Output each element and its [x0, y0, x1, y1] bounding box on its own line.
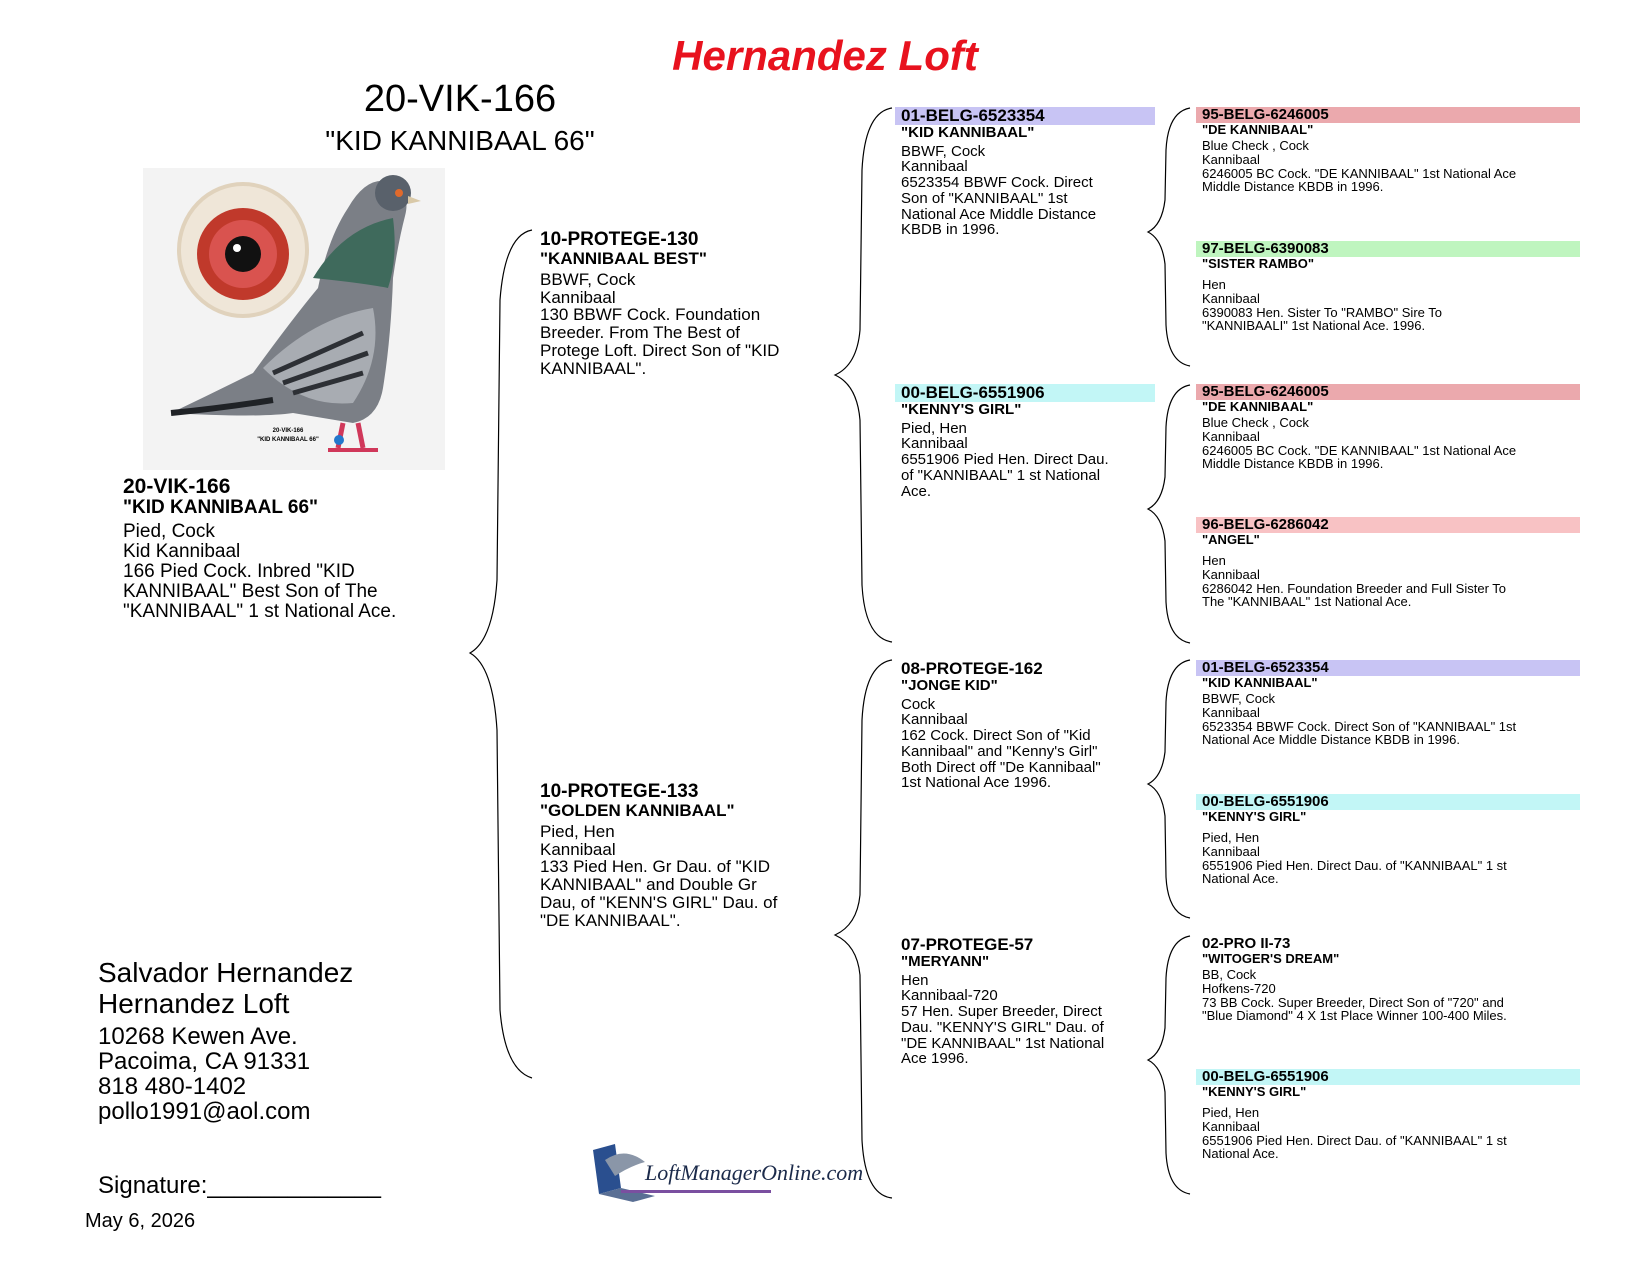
bird-name: "SISTER RAMBO" — [1202, 255, 1314, 271]
bird-line: 6551906 Pied Hen. Direct Dau. of "KANNIBAAL" 1 st — [1202, 857, 1507, 873]
owner-address2: Pacoima, CA 91331 — [98, 1047, 311, 1075]
bird-name: "GOLDEN KANNIBAAL" — [540, 800, 735, 820]
bird-line: Hofkens-720 — [1202, 981, 1276, 997]
bracket-gen1 — [470, 230, 532, 1078]
bird-line: Kannibaal — [901, 435, 968, 453]
pedigree-gen4-8 — [1196, 1069, 1580, 1161]
logo-text: LoftManagerOnline.com — [645, 1160, 864, 1185]
bird-line: BB, Cock — [1202, 967, 1257, 983]
bird-line: KANNIBAAL" and Double Gr — [540, 875, 757, 895]
bird-line: Hen — [901, 971, 929, 989]
bird-band: 97-BELG-6390083 — [1196, 241, 1580, 257]
bird-band: 00-BELG-6551906 — [895, 384, 1155, 402]
bird-line: National Ace. — [1202, 1146, 1279, 1162]
signature-line: Signature:_____________ — [98, 1172, 381, 1199]
bird-line: "KANNIBAALI" 1st National Ace. 1996. — [1202, 318, 1426, 334]
bird-line: Kid Kannibaal — [123, 540, 241, 562]
owner-loft: Hernandez Loft — [98, 987, 290, 1019]
bird-band: 07-PROTEGE-57 — [901, 935, 1034, 954]
owner-email: pollo1991@aol.com — [98, 1098, 311, 1126]
bird-line: National Ace Middle Distance — [901, 205, 1097, 223]
bird-line: 73 BB Cock. Super Breeder, Direct Son of "720" and — [1202, 994, 1504, 1010]
bird-line: Breeder. From The Best of — [540, 323, 740, 343]
photo-caption-name: "KID KANNIBAAL 66" — [257, 437, 319, 443]
bird-line: Kannibaal — [901, 711, 968, 729]
bird-band: 00-BELG-6551906 — [1196, 794, 1580, 810]
bird-line: Son of "KANNIBAAL" 1st — [901, 189, 1068, 207]
bird-name: "KID KANNIBAAL" — [901, 123, 1035, 141]
bird-name: "KID KANNIBAAL 66" — [123, 497, 319, 519]
bird-band: 95-BELG-6246005 — [1196, 384, 1580, 400]
bird-line: Pied, Hen — [1202, 830, 1260, 846]
bird-line: Kannibaal — [540, 287, 616, 307]
bird-line: Hen — [1202, 553, 1226, 569]
bird-line: 57 Hen. Super Breeder, Direct — [901, 1003, 1102, 1021]
owner-address1: 10268 Kewen Ave. — [98, 1022, 298, 1050]
pedigree-dam — [540, 782, 820, 930]
bird-name: "ANGEL" — [1202, 531, 1260, 547]
pedigree-gen4-2 — [1196, 241, 1580, 333]
bird-line: 166 Pied Cock. Inbred "KID — [123, 560, 355, 582]
bird-name: "JONGE KID" — [901, 676, 998, 694]
bird-line: Pied, Cock — [123, 520, 215, 542]
bird-line: Both Direct off "De Kannibaal" — [901, 758, 1101, 776]
bird-line: 6551906 Pied Hen. Direct Dau. of "KANNIBAAL" 1 st — [1202, 1132, 1507, 1148]
laptop-icon — [585, 1140, 864, 1206]
subject-name: "KID KANNIBAAL 66" — [325, 125, 595, 156]
bird-name: "WITOGER'S DREAM" — [1202, 950, 1340, 966]
bird-line: "DE KANNIBAAL". — [540, 911, 681, 930]
bird-line: Pied, Hen — [901, 419, 967, 437]
pedigree-gen4-1 — [1196, 107, 1580, 194]
bird-line: Kannibaal — [540, 839, 616, 859]
bird-line: Kannibaal" and "Kenny's Girl" — [901, 742, 1098, 760]
bird-line: 6246005 BC Cock. "DE KANNIBAAL" 1st National Ace — [1202, 165, 1517, 181]
bird-line: 130 BBWF Cock. Foundation — [540, 305, 761, 325]
bird-band: 02-PRO II-73 — [1202, 935, 1291, 952]
bird-line: Kannibaal — [901, 158, 968, 176]
owner-info — [98, 958, 353, 1124]
bird-line: 162 Cock. Direct Son of "Kid — [901, 727, 1091, 745]
bird-line: Kannibaal-720 — [901, 987, 998, 1005]
bird-line: "KANNIBAAL" 1 st National Ace. — [123, 600, 397, 622]
bird-line: Kannibaal — [1202, 429, 1260, 445]
pedigree-gen4-6 — [1196, 794, 1580, 886]
bird-line: Kannibaal — [1202, 567, 1260, 583]
pedigree-sire — [540, 230, 820, 378]
bird-band: 95-BELG-6246005 — [1196, 107, 1580, 123]
pedigree-gen4-4 — [1196, 517, 1580, 609]
bird-line: KBDB in 1996. — [901, 221, 1000, 239]
bird-line: KANNIBAAL" Best Son of The — [123, 580, 378, 602]
bird-line: Kannibaal — [1202, 152, 1260, 168]
bird-band: 96-BELG-6286042 — [1196, 517, 1580, 533]
bird-band: 20-VIK-166 — [123, 475, 231, 498]
bird-line: BBWF, Cock — [1202, 691, 1275, 707]
owner-phone: 818 480-1402 — [98, 1072, 247, 1100]
bird-line: 133 Pied Hen. Gr Dau. of "KID — [540, 857, 770, 877]
bird-line: 6523354 BBWF Cock. Direct Son of "KANNIBAAL" 1st — [1202, 718, 1517, 734]
bird-name: "KID KANNIBAAL" — [1202, 674, 1318, 690]
bird-line: BBWF, Cock — [901, 142, 986, 160]
bird-line: Middle Distance KBDB in 1996. — [1202, 179, 1384, 195]
bird-line: 6551906 Pied Hen. Direct Dau. — [901, 451, 1109, 469]
pedigree-gen3-2 — [895, 384, 1155, 499]
bird-band: 01-BELG-6523354 — [895, 107, 1155, 125]
bird-line: 6390083 Hen. Sister To "RAMBO" Sire To — [1202, 304, 1442, 320]
bird-line: National Ace Middle Distance KBDB in 1996. — [1202, 732, 1460, 748]
loft-title: Hernandez Loft — [672, 32, 978, 79]
bird-line: Ace. — [901, 482, 932, 500]
bird-line: Cock — [901, 695, 936, 713]
bird-band: 10-PROTEGE-133 — [540, 781, 699, 802]
bird-line: "Blue Diamond" 4 X 1st Place Winner 100-400 Miles. — [1202, 1008, 1507, 1024]
bird-line: 6523354 BBWF Cock. Direct — [901, 174, 1093, 192]
bird-line: Blue Check , Cock — [1202, 415, 1309, 431]
subject-band: 20-VIK-166 — [363, 78, 557, 120]
pedigree-subject — [123, 476, 453, 622]
pedigree-gen4-3 — [1196, 384, 1580, 471]
bird-line: Kannibaal — [1202, 844, 1260, 860]
bird-band: 08-PROTEGE-162 — [901, 659, 1043, 678]
bracket-gen2-sire — [835, 108, 892, 642]
pedigree-gen4-7 — [1196, 936, 1580, 1023]
pedigree-gen3-4 — [895, 936, 1155, 1067]
bird-line: 6286042 Hen. Foundation Breeder and Full Sister To — [1202, 580, 1507, 596]
bird-name: "KENNY'S GIRL" — [901, 400, 1022, 418]
bird-line: of "KANNIBAAL" 1 st National — [901, 466, 1101, 484]
loftmanager-logo — [585, 1140, 864, 1206]
bird-line: National Ace. — [1202, 871, 1279, 887]
bird-line: Protege Loft. Direct Son of "KID — [540, 341, 780, 361]
bracket-gen2-dam — [835, 660, 892, 1198]
bird-line: Ace 1996. — [901, 1050, 969, 1068]
bird-line: Dau. "KENNY'S GIRL" Dau. of — [901, 1018, 1104, 1036]
bird-name: "MERYANN" — [901, 952, 990, 970]
bird-name: "DE KANNIBAAL" — [1202, 398, 1314, 414]
print-date: May 6, 2026 — [85, 1210, 196, 1232]
bird-line: Dau, of "KENN'S GIRL" Dau. of — [540, 893, 778, 913]
bird-line: 6246005 BC Cock. "DE KANNIBAAL" 1st National Ace — [1202, 442, 1517, 458]
bird-line: Pied, Hen — [1202, 1105, 1260, 1121]
bird-line: Kannibaal — [1202, 1119, 1260, 1135]
bird-band: 00-BELG-6551906 — [1196, 1069, 1580, 1085]
owner-name: Salvador Hernandez — [98, 957, 354, 988]
bird-line: Blue Check , Cock — [1202, 138, 1309, 154]
bird-name: "KENNY'S GIRL" — [1202, 808, 1307, 824]
bird-line: Middle Distance KBDB in 1996. — [1202, 456, 1384, 472]
bird-line: Kannibaal — [1202, 705, 1260, 721]
bird-line: Hen — [1202, 277, 1226, 293]
bird-line: BBWF, Cock — [540, 269, 636, 289]
photo-caption-band: 20-VIK-166 — [272, 428, 304, 434]
bird-line: The "KANNIBAAL" 1st National Ace. — [1202, 594, 1412, 610]
bird-band: 10-PROTEGE-130 — [540, 229, 699, 250]
bird-line: 1st National Ace 1996. — [901, 774, 1052, 792]
bird-name: "KENNY'S GIRL" — [1202, 1083, 1307, 1099]
pedigree-gen3-1 — [895, 107, 1155, 238]
pedigree-gen4-5 — [1196, 660, 1580, 747]
bird-name: "KANNIBAAL BEST" — [540, 248, 707, 268]
bird-line: Kannibaal — [1202, 291, 1260, 307]
bird-line: "DE KANNIBAAL" 1st National — [901, 1034, 1105, 1052]
bird-line: KANNIBAAL". — [540, 359, 647, 378]
bird-band: 01-BELG-6523354 — [1196, 660, 1580, 676]
pedigree-gen3-3 — [895, 660, 1155, 791]
bird-line: Pied, Hen — [540, 821, 615, 841]
bird-name: "DE KANNIBAAL" — [1202, 121, 1314, 137]
